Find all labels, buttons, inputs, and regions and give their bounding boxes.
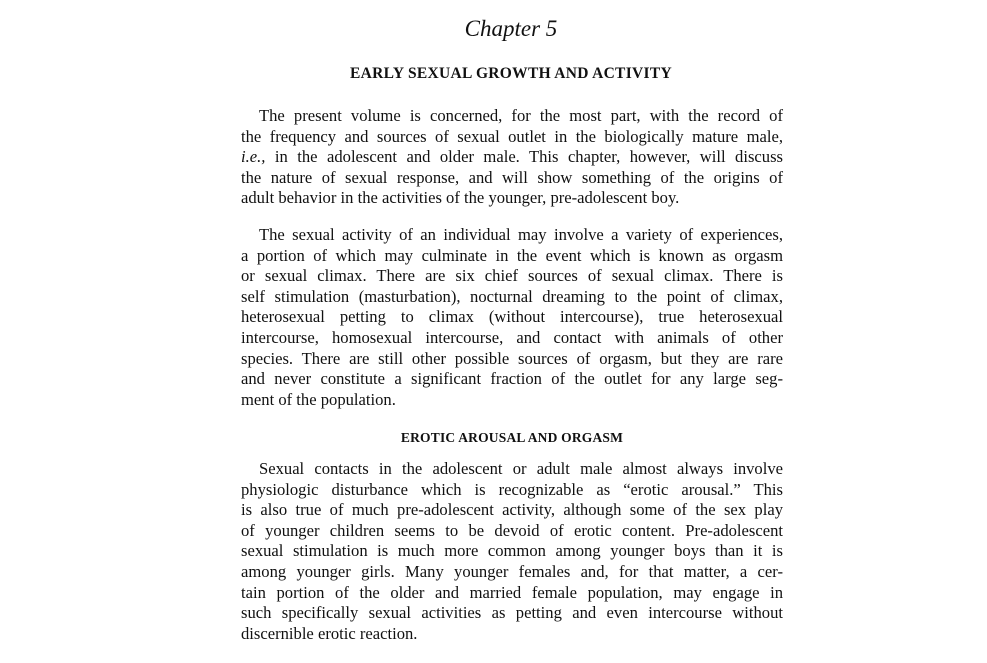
paragraph-1-line-4: the nature of sexual response, and will show something of the origins of	[241, 167, 783, 187]
chapter-label: Chapter 5	[464, 16, 558, 41]
paragraph-2-line-7: species. There are still other possible sources of orgasm, but they are rare	[241, 348, 783, 368]
paragraph-3-line-6: among younger girls. Many younger females and, for that matter, a cer-	[241, 561, 783, 581]
paragraph-1	[241, 106, 783, 209]
paragraph-2-line-2: a portion of which may culminate in the event which is known as orgasm	[241, 245, 783, 265]
paragraph-3-line-7: tain portion of the older and married female population, may engage in	[241, 582, 783, 602]
paragraph-3-line-5: sexual stimulation is much more common among younger boys than it is	[241, 541, 783, 561]
paragraph-2-line-1: The sexual activity of an individual may involve a variety of experiences,	[259, 225, 783, 244]
section-heading: EROTIC AROUSAL AND ORGASM	[400, 430, 624, 445]
paragraph-3-line-2: physiologic disturbance which is recognizable as “erotic arousal.” This	[241, 479, 783, 499]
paragraph-1-line-5: adult behavior in the activities of the younger, pre-adolescent boy.	[241, 188, 680, 208]
paragraph-2-line-9: ment of the population.	[241, 389, 396, 409]
paragraph-1-line-3-text: in the adolescent and older male. This chapter, however, will discuss	[274, 147, 783, 167]
paragraph-3-line-9: discernible erotic reaction.	[241, 623, 418, 643]
paragraph-1-line-2: the frequency and sources of sexual outlet in the biologically mature male,	[241, 126, 783, 146]
paragraph-1-line-3	[241, 147, 783, 168]
chapter-title: EARLY SEXUAL GROWTH AND ACTIVITY	[350, 65, 672, 82]
paragraph-2-line-6: intercourse, homosexual intercourse, and contact with animals of other	[241, 327, 783, 347]
paragraph-1-line-1: The present volume is concerned, for the most part, with the record of	[259, 106, 783, 125]
paragraph-3-line-3: is also true of much pre-adolescent activity, although some of the sex play	[241, 500, 783, 520]
paragraph-3-line-1: Sexual contacts in the adolescent or adult male almost always involve	[259, 459, 783, 478]
paragraph-2	[241, 225, 783, 410]
paragraph-2-line-3: or sexual climax. There are six chief sources of sexual climax. There is	[241, 266, 783, 286]
paragraph-3-line-4: of younger children seems to be devoid of erotic content. Pre-adolescent	[241, 520, 783, 540]
paragraph-2-line-5: heterosexual petting to climax (without intercourse), true heterosexual	[241, 307, 783, 327]
paragraph-3-line-8: such specifically sexual activities as petting and even intercourse without	[241, 603, 783, 623]
paragraph-2-line-4: self stimulation (masturbation), nocturnal dreaming to the point of climax,	[241, 286, 783, 306]
paragraph-2-line-8: and never constitute a significant fraction of the outlet for any large seg-	[241, 369, 783, 389]
paragraph-3	[241, 459, 783, 644]
abbreviation-ie: i.e.,	[241, 147, 266, 167]
